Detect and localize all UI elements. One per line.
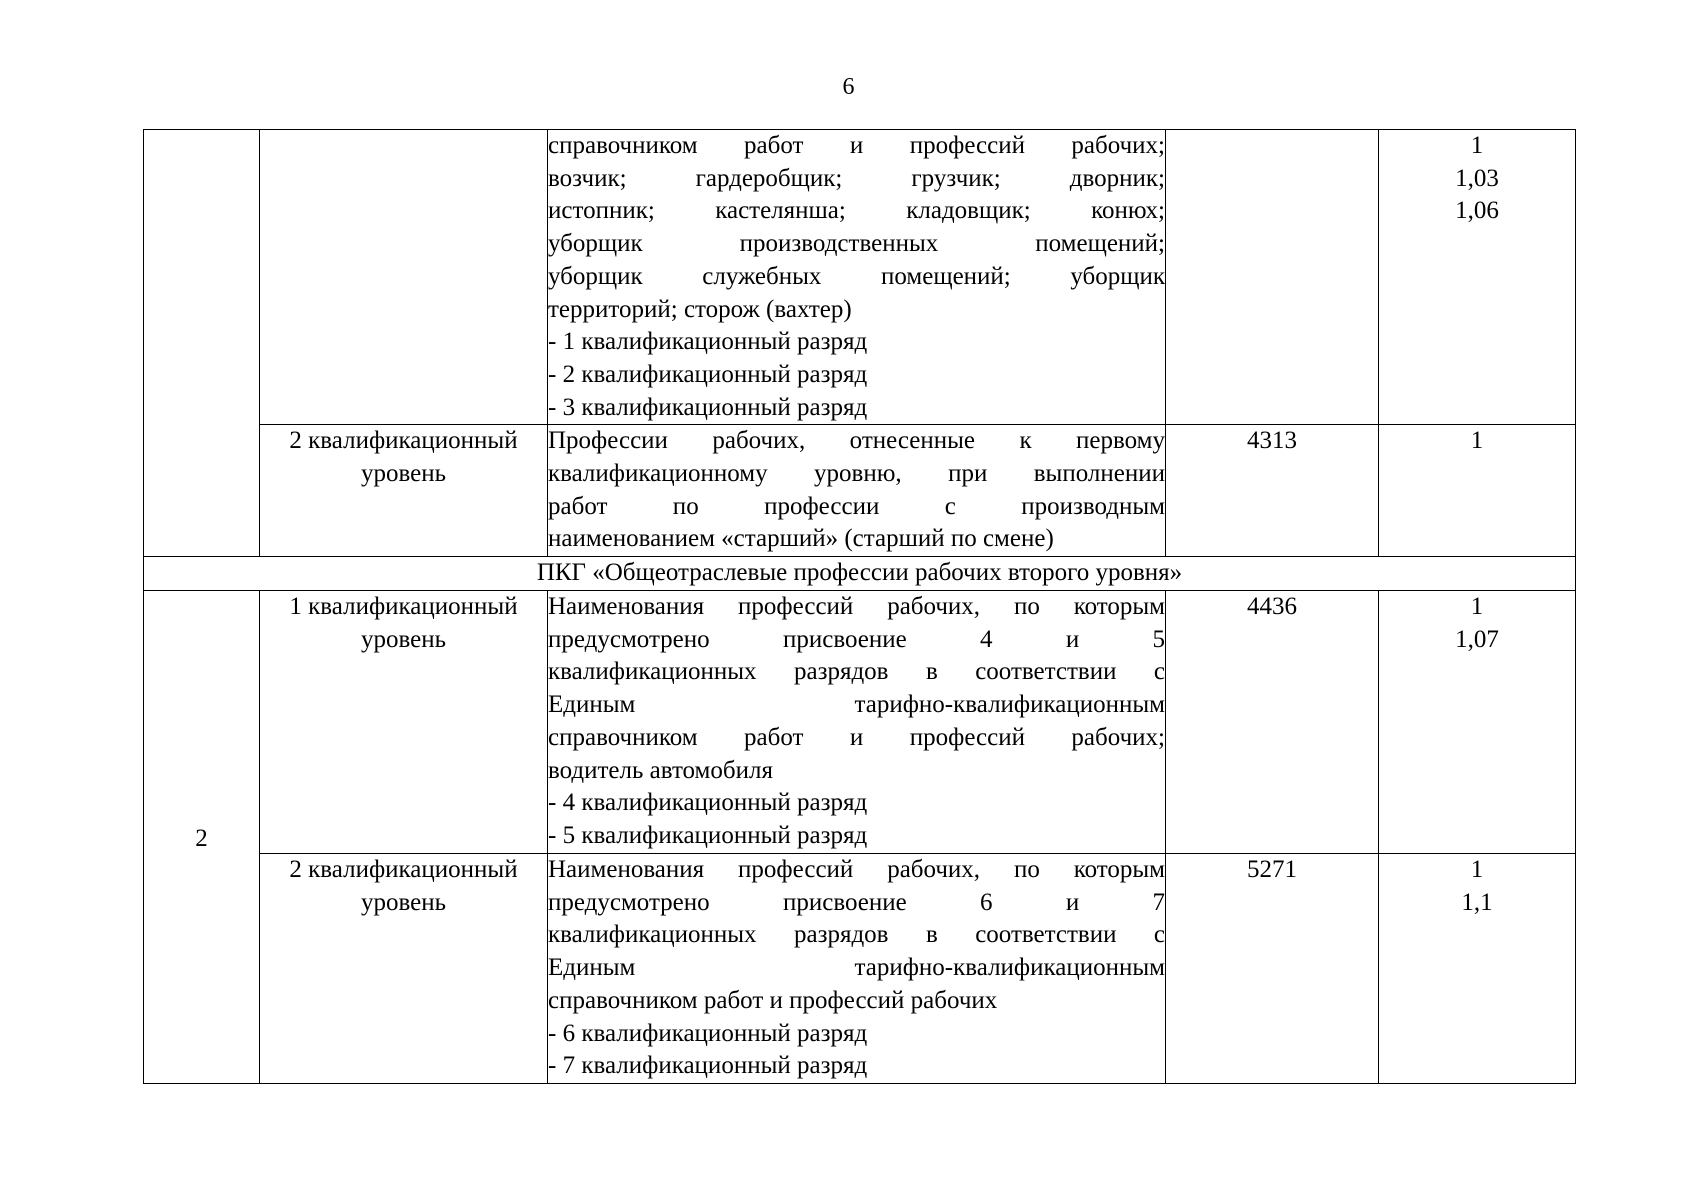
grade-line: - 3 квалификационный разряд: [548, 393, 868, 421]
grade-line: - 5 квалификационный разряд: [548, 821, 868, 849]
grade-line: - 1 квалификационный разряд: [548, 328, 868, 356]
description-line: предусмотрено присвоение 4 и 5: [548, 625, 1165, 653]
description-line: квалификационных разрядов в соответствии с: [548, 921, 1165, 949]
code-cell: 4313: [1166, 425, 1379, 557]
level-label: 2 квалификационный уровень: [289, 856, 518, 916]
code-cell: 4436: [1166, 591, 1379, 854]
description-line: возчик; гардеробщик; грузчик; дворник;: [548, 164, 1165, 192]
description-line: Профессии рабочих, отнесенные к первому: [548, 427, 1165, 455]
grade-line: - 2 квалификационный разряд: [548, 360, 868, 388]
group-header: ПКГ «Общеотраслевые профессии рабочих второго уровня»: [144, 557, 1576, 591]
coefficient-value: 1,07: [1455, 625, 1499, 653]
description-cell: [548, 130, 1166, 425]
description-line: справочником работ и профессий рабочих: [548, 986, 998, 1014]
description-line: Единым тарифно-квалификационным: [548, 691, 1165, 719]
coefficient-cell: [1379, 130, 1576, 425]
description-line: предусмотрено присвоение 6 и 7: [548, 888, 1165, 916]
group-number-cell: [144, 130, 260, 557]
description-line: водитель автомобиля: [548, 756, 773, 784]
description-line: Наименования профессий рабочих, по которым: [548, 856, 1165, 884]
group-number-cell: [144, 591, 260, 1084]
group-number: 2: [195, 825, 208, 853]
description-line: уборщик производственных помещений;: [548, 230, 1165, 258]
table-row: [144, 591, 1576, 854]
table-row: [144, 425, 1576, 557]
description-line: уборщик служебных помещений; уборщик: [548, 262, 1165, 290]
description-line: истопник; кастелянша; кладовщик; конюх;: [548, 197, 1165, 225]
qualification-table: [143, 129, 1576, 1084]
page-number: 6: [842, 74, 855, 100]
level-cell: [260, 130, 548, 425]
description-line: справочником работ и профессий рабочих;: [548, 132, 1165, 159]
level-label: 2 квалификационный уровень: [289, 427, 518, 488]
description-line: территорий; сторож (вахтер): [548, 295, 852, 323]
code-cell: [1166, 130, 1379, 425]
description-cell: [548, 425, 1166, 557]
level-label: 1 квалификационный уровень: [289, 593, 518, 653]
description-line: Единым тарифно-квалификационным: [548, 954, 1165, 982]
level-cell: [260, 854, 548, 1084]
description-cell: [548, 854, 1166, 1084]
description-line: квалификационному уровню, при выполнении: [548, 460, 1165, 488]
description-line: квалификационных разрядов в соответствии с: [548, 658, 1165, 686]
description-line: справочником работ и профессий рабочих;: [548, 723, 1165, 751]
description-line: наименованием «старший» (старший по смене): [548, 525, 1054, 553]
level-cell: [260, 591, 548, 854]
grade-line: - 6 квалификационный разряд: [548, 1019, 868, 1047]
coefficient-value: 1: [1470, 593, 1484, 621]
grade-line: - 7 квалификационный разряд: [548, 1052, 868, 1080]
description-line: Наименования профессий рабочих, по которым: [548, 593, 1165, 621]
table-row: [144, 854, 1576, 1084]
code-cell: 5271: [1166, 854, 1379, 1084]
coefficient-cell: [1379, 591, 1576, 854]
coefficient-cell: [1379, 854, 1576, 1084]
coefficient-value: 1,06: [1455, 197, 1499, 225]
coefficient-value: 1,1: [1461, 888, 1493, 916]
coefficient-value: 1,03: [1455, 164, 1499, 192]
coefficient-value: 1: [1470, 132, 1484, 159]
table-row: [144, 130, 1576, 425]
coefficient-cell: 1: [1379, 425, 1576, 557]
coefficient-value: 1: [1470, 856, 1484, 884]
group-header-row: [144, 557, 1576, 591]
grade-line: - 4 квалификационный разряд: [548, 789, 868, 817]
description-line: работ по профессии с производным: [548, 492, 1165, 520]
description-cell: [548, 591, 1166, 854]
level-cell: [260, 425, 548, 557]
